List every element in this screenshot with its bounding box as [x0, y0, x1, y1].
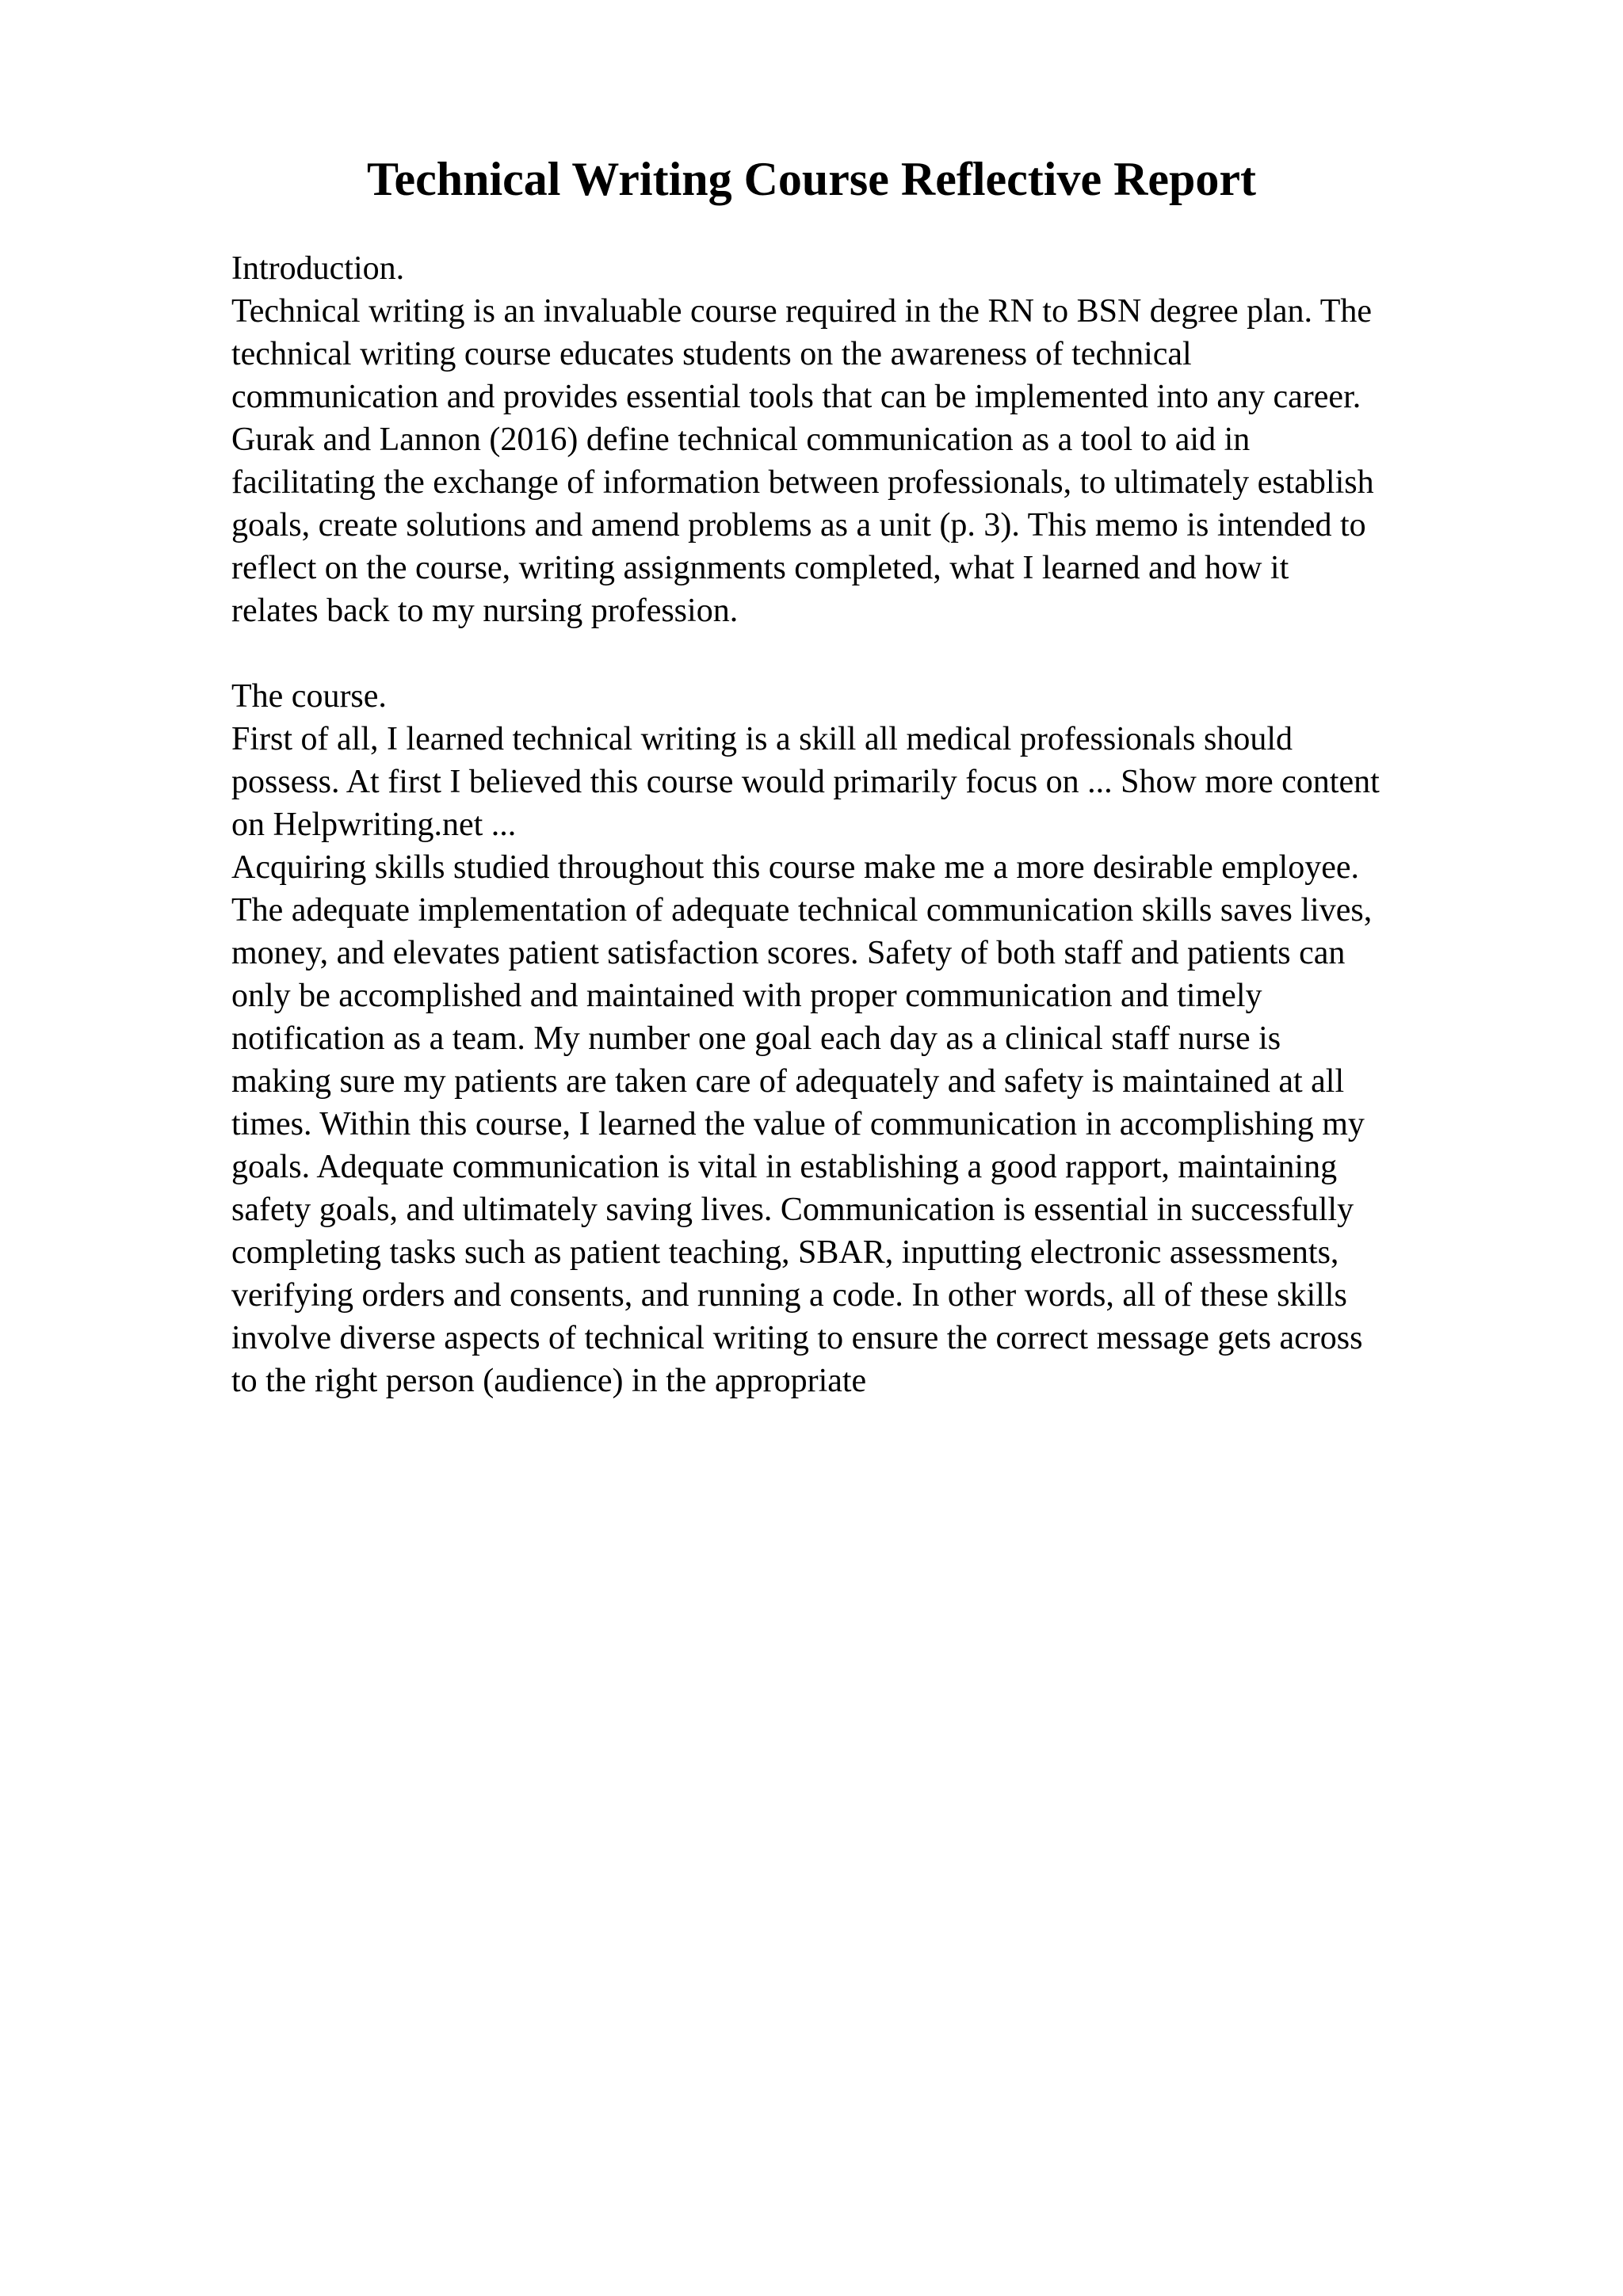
document-title: Technical Writing Course Reflective Report: [366, 153, 1257, 205]
document-body: [231, 247, 1531, 1402]
section-heading-introduction: Introduction.: [231, 250, 405, 287]
paragraph-line: money, and elevates patient satisfaction scores. Safety of both staff and patients can: [231, 935, 1346, 971]
paragraph-line: verifying orders and consents, and running a code. In other words, all of these skills: [231, 1277, 1347, 1314]
paragraph-line: making sure my patients are taken care of adequately and safety is maintained at all: [231, 1063, 1345, 1100]
paragraph-line: technical writing course educates students on the awareness of technical: [231, 336, 1192, 372]
paragraph-line: notification as a team. My number one goal each day as a clinical staff nurse is: [231, 1020, 1281, 1057]
paragraph-line: First of all, I learned technical writing is a skill all medical professionals should: [231, 721, 1293, 757]
paragraph-line: relates back to my nursing profession.: [231, 593, 739, 629]
paragraph-line: Technical writing is an invaluable course required in the RN to BSN degree plan. The: [231, 293, 1373, 330]
paragraph-line: goals. Adequate communication is vital in establishing a good rapport, maintaining: [231, 1149, 1338, 1185]
paragraph-line: facilitating the exchange of information between professionals, to ultimately establish: [231, 464, 1374, 501]
paragraph-line: completing tasks such as patient teaching, SBAR, inputting electronic assessments,: [231, 1234, 1339, 1271]
section-heading-course: The course.: [231, 678, 387, 715]
paragraph-line: safety goals, and ultimately saving lives. Communication is essential in successfully: [231, 1192, 1354, 1228]
paragraph-line: goals, create solutions and amend problems as a unit (p. 3). This memo is intended to: [231, 507, 1366, 543]
paragraph-gap: [231, 632, 1531, 675]
paragraph-line: reflect on the course, writing assignments completed, what I learned and how it: [231, 550, 1289, 586]
paragraph-line: involve diverse aspects of technical writing to ensure the correct message gets across: [231, 1320, 1363, 1356]
paragraph-line: on Helpwriting.net ...: [231, 807, 517, 843]
paragraph-line: possess. At first I believed this course would primarily focus on ... Show more content: [231, 764, 1380, 800]
paragraph-line: Gurak and Lannon (2016) define technical communication as a tool to aid in: [231, 421, 1251, 458]
paragraph-line: Acquiring skills studied throughout this course make me a more desirable employee.: [231, 849, 1359, 886]
paragraph-line: only be accomplished and maintained with proper communication and timely: [231, 978, 1262, 1014]
paragraph-line: The adequate implementation of adequate technical communication skills saves lives,: [231, 892, 1373, 929]
paragraph-line: times. Within this course, I learned the value of communication in accomplishing my: [231, 1106, 1365, 1142]
paragraph-line: to the right person (audience) in the appropriate: [231, 1363, 867, 1399]
paragraph-line: communication and provides essential tools that can be implemented into any career.: [231, 379, 1361, 415]
